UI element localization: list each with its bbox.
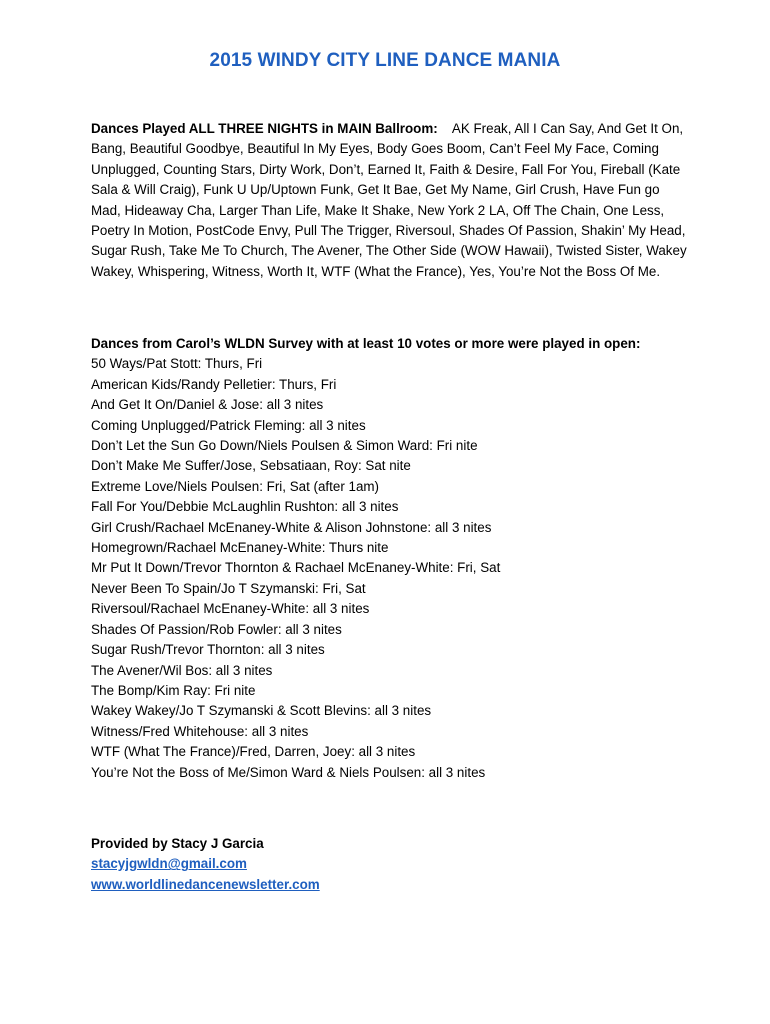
all-three-nights-paragraph bbox=[91, 119, 691, 282]
survey-list-item: You’re Not the Boss of Me/Simon Ward & Niels Poulsen: all 3 nites bbox=[91, 764, 486, 780]
survey-list-item: Don’t Make Me Suffer/Jose, Sebsatiaan, Roy: Sat nite bbox=[91, 458, 411, 474]
survey-list-item: Mr Put It Down/Trevor Thornton & Rachael McEnaney-White: Fri, Sat bbox=[91, 560, 501, 576]
survey-list-item: WTF (What The France)/Fred, Darren, Joey: all 3 nites bbox=[91, 744, 416, 760]
survey-list-item: Extreme Love/Niels Poulsen: Fri, Sat (after 1am) bbox=[91, 478, 380, 494]
survey-list bbox=[91, 354, 691, 783]
survey-list-item: 50 Ways/Pat Stott: Thurs, Fri bbox=[91, 356, 263, 372]
website-link[interactable]: www.worldlinedancenewsletter.com bbox=[91, 876, 320, 892]
survey-list-item: The Avener/Wil Bos: all 3 nites bbox=[91, 662, 273, 678]
survey-list-item: Coming Unplugged/Patrick Fleming: all 3 nites bbox=[91, 417, 366, 433]
all-three-nights-spacer bbox=[441, 121, 448, 136]
survey-list-item: Fall For You/Debbie McLaughlin Rushton: all 3 nites bbox=[91, 499, 399, 515]
all-three-nights-lead: Dances Played ALL THREE NIGHTS in MAIN Ballroom: bbox=[91, 121, 438, 136]
survey-list-item: The Bomp/Kim Ray: Fri nite bbox=[91, 682, 256, 698]
email-link[interactable]: stacyjgwldn@gmail.com bbox=[91, 856, 247, 872]
survey-list-item: Don’t Let the Sun Go Down/Niels Poulsen & Simon Ward: Fri nite bbox=[91, 438, 478, 454]
footer-section bbox=[91, 834, 691, 895]
survey-list-item: Wakey Wakey/Jo T Szymanski & Scott Blevins: all 3 nites bbox=[91, 703, 432, 719]
survey-list-item: Shades Of Passion/Rob Fowler: all 3 nites bbox=[91, 621, 342, 637]
survey-list-item: Girl Crush/Rachael McEnaney-White & Alison Johnstone: all 3 nites bbox=[91, 519, 492, 535]
survey-list-item: Homegrown/Rachael McEnaney-White: Thurs nite bbox=[91, 540, 389, 556]
document-title: 2015 WINDY CITY LINE DANCE MANIA bbox=[209, 50, 561, 71]
survey-list-item: Sugar Rush/Trevor Thornton: all 3 nites bbox=[91, 642, 325, 658]
survey-list-item: And Get It On/Daniel & Jose: all 3 nites bbox=[91, 397, 324, 413]
survey-section bbox=[91, 334, 691, 783]
survey-list-item: Never Been To Spain/Jo T Szymanski: Fri, Sat bbox=[91, 580, 366, 596]
survey-list-item: Riversoul/Rachael McEnaney-White: all 3 nites bbox=[91, 601, 370, 617]
survey-heading: Dances from Carol’s WLDN Survey with at least 10 votes or more were played in open: bbox=[91, 336, 641, 351]
survey-list-item: Witness/Fred Whitehouse: all 3 nites bbox=[91, 723, 309, 739]
survey-list-item: American Kids/Randy Pelletier: Thurs, Fri bbox=[91, 376, 337, 392]
provided-by: Provided by Stacy J Garcia bbox=[91, 836, 264, 851]
all-three-nights-list: AK Freak, All I Can Say, And Get It On, Bang, Beautiful Goodbye, Beautiful In My Eyes, Body Goes Boom, Can’t Feel My Face, Coming Unplugged, Counting Stars, Dirty Work, Don’t, Earned It, Faith & Desire, Fall For You, Fireball (Kate Sala & Will Craig), Funk U Up/Uptown Funk, Get It Bae, Get My Name, Girl Crush, Have Fun go Mad, Hideaway Cha, Larger Than Life, Make It Shake, New York 2 LA, Off The Chain, One Less, Poetry In Motion, PostCode Envy, Pull The Trigger, Riversoul, Shades Of Passion, Shakin’ My Head, Sugar Rush, Take Me To Church, The Avener, The Other Side (WOW Hawaii), Twisted Sister, Wakey Wakey, Whispering, Witness, Worth It, WTF (What the France), Yes, You’re Not the Boss Of Me. bbox=[91, 121, 687, 279]
